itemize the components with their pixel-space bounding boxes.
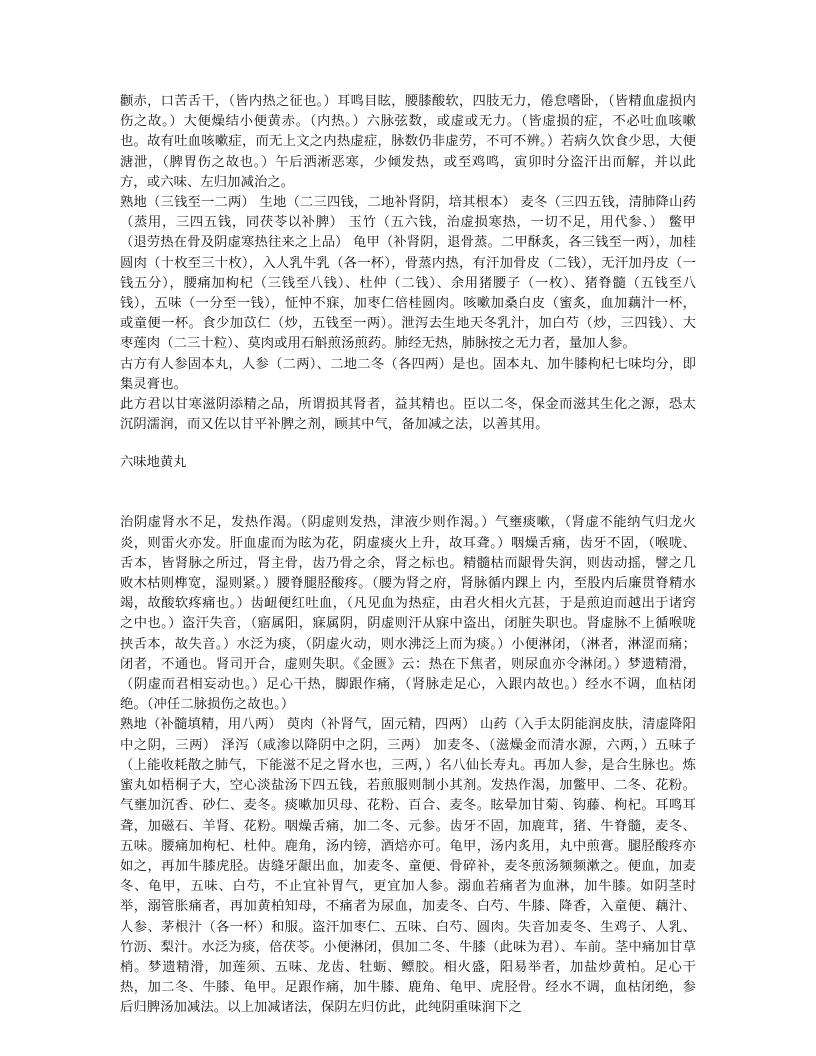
paragraph-formula-explanation: 此方君以甘寒滋阴添精之品，所谓损其肾者，益其精也。臣以二冬，保金而滋其生化之源，恐太沉阴濡润，而又佐以甘平补脾之剂，顾其中气，备加减之法，以善其用。 [120,397,696,433]
paragraph-ancient-formula: 古方有人参固本丸，人参（二两）、二地二冬（各四两）是也。固本丸、加牛膝枸杞七味均分，即集灵膏也。 [120,356,696,392]
paragraph-symptoms: 颧赤，口苦舌干，（皆内热之征也。）耳鸣目眩，腰膝酸软，四肢无力，倦怠嗜卧，（皆精血虚损内伤之故。）大便燥结小便黄赤。（内热。）六脉弦数，或虚或无力。（皆虚损的症，不必吐血咳嗽也。故有吐血咳嗽症，而无上文之内热虚症，脉数仍非虚劳，不可不辨。）若病久饮食少思，大便溏泄，（脾胃伤之故也。）午后洒淅恶寒，少倾发热，或至鸡鸣，寅卯时分盗汗出而解，并以此方，或六味、左归加减治之。 [120,94,696,190]
section-heading: 六味地黄丸 [120,455,187,471]
paragraph-liuwei-formula: 熟地（补髓填精，用八两） 萸肉（补肾气，固元精，四两） 山药（入手太阴能润皮肤，清虚降阳中之阴，三两） 泽泻（咸渗以降阴中之阴，三两） 加麦冬、（滋燥金而清水源，六两，）五味子（上能收耗散之肺气，下能滋不足之肾水也，三两，）名八仙长寿丸。再加人参，是合生脉也。炼蜜丸如梧桐子大，空心淡盐汤下四五钱，若煎服则制小其剂。发热作渴，加鳖甲、二冬、花粉。气壅加沉香、砂仁、麦冬。痰嗽加贝母、花粉、百合、麦冬。眩晕加甘菊、钩藤、枸杞。耳鸣耳聋，加磁石、羊肾、花粉。咽燥舌痛，加二冬、元参。齿牙不固，加鹿茸，猪、牛脊髓，麦冬、五味。腰痛加枸杞、杜仲。鹿角，汤内镑，酒焙亦可。龟甲，汤内炙用，丸中煎膏。腿胫酸疼亦如之，再加牛膝虎胫。齿缝牙龈出血，加麦冬、童便、骨碎补，麦冬煎汤频频漱之。便血，加麦冬、龟甲，五味、白芍，不止宜补胃气，更宜加人参。溺血若痛者为血淋，加牛膝。如阴茎时举，溺管胀痛者，再加黄柏知母，不痛者为尿血，加麦冬、白芍、牛膝、降香，入童便、藕汁、人参、茅根汁（各一杯）和服。盗汗加枣仁、五味、白芍、圆肉。失音加麦冬、生鸡子、人乳、竹沥、梨汁。水泛为痰，倍茯苓。小便淋闭，倶加二冬、牛膝（此味为君）、车前。茎中痛加甘草梢。梦遗精滑，加莲须、五味、龙齿、牡蛎、鳔胶。相火盛，阳易举者，加盐炒黄柏。足心干热，加二冬、牛膝、龟甲。足跟作痛，加牛膝、鹿角、龟甲、虎胫骨。经水不调，血枯闭绝，参后归脾汤加减法。以上加减诸法，保阴左归仿此，此纯阴重味润下之 [120,717,696,1016]
paragraph-formula-ingredients: 熟地（三钱至一二两） 生地（二三四钱，二地补肾阴，培其根本） 麦冬（三四五钱，清肺降山药（蒸用，三四五钱，同茯苓以补脾） 玉竹（五六钱，治虚损寒热，一切不足，用代参、） 鳖甲（退劳热在骨及阴虚寒热往来之上品） 龟甲（补肾阴，退骨蒸。二甲酥炙，各三钱至一两），加桂圆肉（十枚至三十枚），入人乳牛乳（各一杯），骨蒸内热，有汗加骨皮（二钱），无汗加丹皮（一钱五分），腰痛加枸杞（三钱至八钱）、杜仲（二钱）、余用猪腰子（一枚）、猪脊髓（五钱至八钱），五味（一分至一钱），怔忡不寐，加枣仁倍桂圆肉。咳嗽加桑白皮（蜜炙，血加藕汁一杯，或童便一杯。食少加苡仁（炒，五钱至一两）。泄泻去生地天冬乳汁，加白芍（炒，三四钱）、大枣莲肉（二三十粒）、莫肉或用石斛煎汤煎药。肺经无热，肺脉按之无力者，量加人参。 [120,195,696,352]
paragraph-liuwei-indications: 治阴虚肾水不足，发热作渴。（阴虚则发热，津液少则作渴。）气壅痰嗽，（肾虚不能纳气归龙火炎，则雷火亦发。肝血虚而为眩为花，阴虚痰火上升，故耳聋。）咽燥舌痛，齿牙不固，（喉咙、舌本，皆肾脉之所过，肾主骨，齿乃骨之余，肾之标也。精髓枯而龈骨失润，则齿动摇，譬之几败木枯则榫宽，湿则紧。）腰脊腿胫酸疼。（腰为肾之府，肾脉循内踝上 内，至股内后廉贯脊精水竭，故酸软疼痛也。）齿衄便红吐血，（凡见血为热症，由君火相火亢甚，于是煎迫而越出于诸窍之中也。）盗汗失音，（寤属阳，寐属阴，阴虚则汗从寐中盗出，闭脏失职也。肾虚脉不上循喉咙挟舌本，故失音。）水泛为痰，（阴虚火动，则水沸泛上而为痰。）小便淋闭，（淋者，淋涩而痛；闭者，不通也。肾司开合，虚则失职。《金匮》云：热在下焦者，则尿血亦令淋闭。）梦遗精滑，（阴虚而君相妄动也。）足心干热，脚跟作痛，（肾脉走足心，入跟内故也。）经水不调，血枯闭绝。（冲任二脉损伤之故也。） [120,515,696,713]
